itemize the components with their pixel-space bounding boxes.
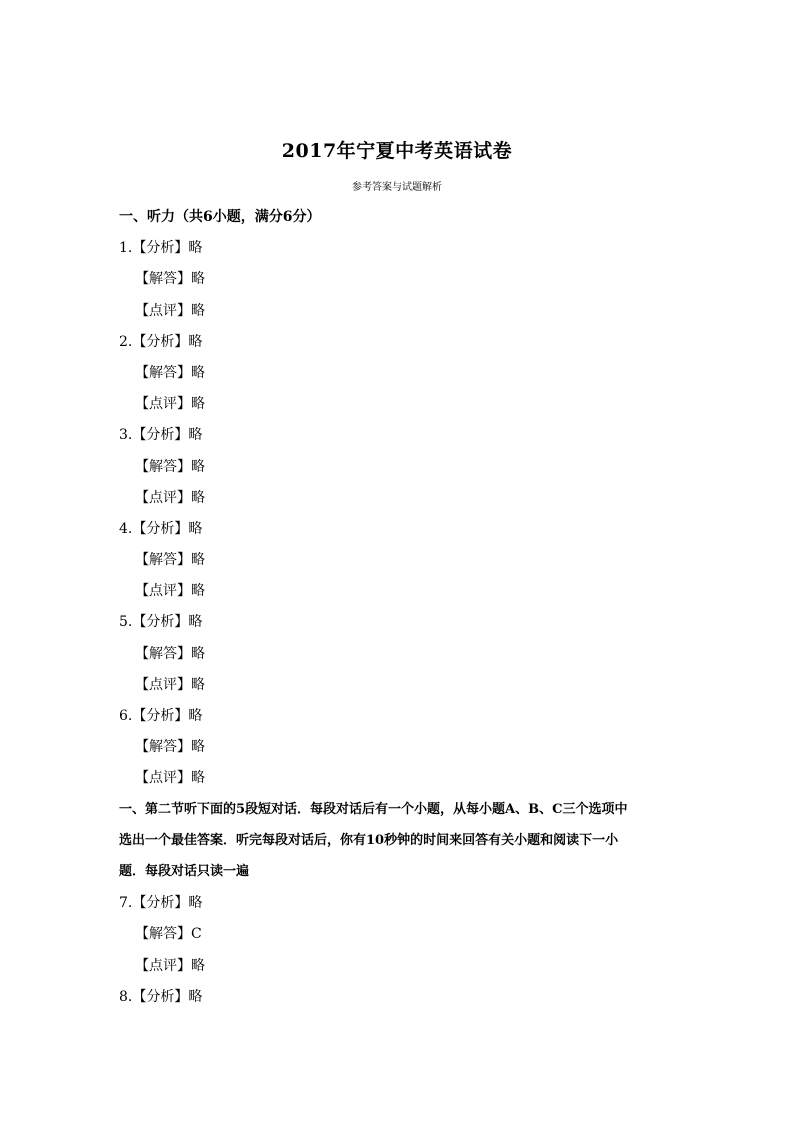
item-number: 4. [119, 520, 133, 537]
section-heading-part2 [119, 798, 679, 892]
analysis-text: 【分析】略 [132, 240, 203, 257]
section-heading-line: 一、第二节听下面的5段短对话．每段对话后有一个小题，从每小题A、B、C三个选项中 [119, 801, 628, 817]
page-subtitle: 参考答案与试题解析 [352, 182, 442, 193]
analysis-text: 【分析】略 [132, 520, 203, 537]
item-answer: 【解答】略 [135, 364, 205, 381]
item-comment: 【点评】略 [135, 957, 205, 974]
item-answer: 【解答】略 [135, 645, 205, 662]
item-answer: 【解答】C [135, 926, 202, 943]
item-answer: 【解答】略 [135, 739, 205, 756]
section-heading-line: 题．每段对话只读一遍 [119, 863, 250, 879]
item-analysis [119, 704, 689, 735]
page-title: 2017年宁夏中考英语试卷 [281, 140, 513, 162]
item-number: 7. [119, 895, 133, 912]
item-number: 1. [119, 240, 133, 257]
item-number: 3. [119, 427, 133, 444]
item-analysis [119, 330, 689, 361]
item-comment: 【点评】略 [135, 770, 205, 787]
document-body [119, 205, 689, 1016]
item-answer: 【解答】略 [135, 458, 205, 475]
item-analysis [119, 891, 689, 922]
item-analysis [119, 517, 689, 548]
analysis-text: 【分析】略 [132, 427, 203, 444]
item-comment: 【点评】略 [135, 302, 205, 319]
analysis-text: 【分析】略 [132, 895, 203, 912]
item-number: 2. [119, 333, 133, 350]
item-number: 6. [119, 708, 133, 724]
item-analysis [119, 236, 689, 267]
section-heading-line: 选出一个最佳答案．听完每段对话后，你有10秒钟的时间来回答有关小题和阅读下一小 [119, 832, 619, 848]
analysis-text: 【分析】略 [132, 988, 203, 1005]
item-comment: 【点评】略 [135, 489, 205, 506]
item-number: 8. [119, 988, 133, 1005]
item-comment: 【点评】略 [135, 396, 205, 413]
analysis-text: 【分析】略 [132, 708, 203, 724]
section-heading-listening: 一、听力（共6小题，满分6分） [119, 209, 321, 225]
analysis-text: 【分析】略 [132, 614, 203, 631]
item-comment: 【点评】略 [135, 676, 205, 693]
item-answer: 【解答】略 [135, 271, 205, 288]
item-number: 5. [119, 614, 133, 631]
item-analysis [119, 610, 689, 641]
analysis-text: 【分析】略 [132, 333, 203, 350]
item-answer: 【解答】略 [135, 552, 205, 569]
item-analysis [119, 423, 689, 454]
item-comment: 【点评】略 [135, 583, 205, 600]
item-analysis [119, 985, 689, 1016]
